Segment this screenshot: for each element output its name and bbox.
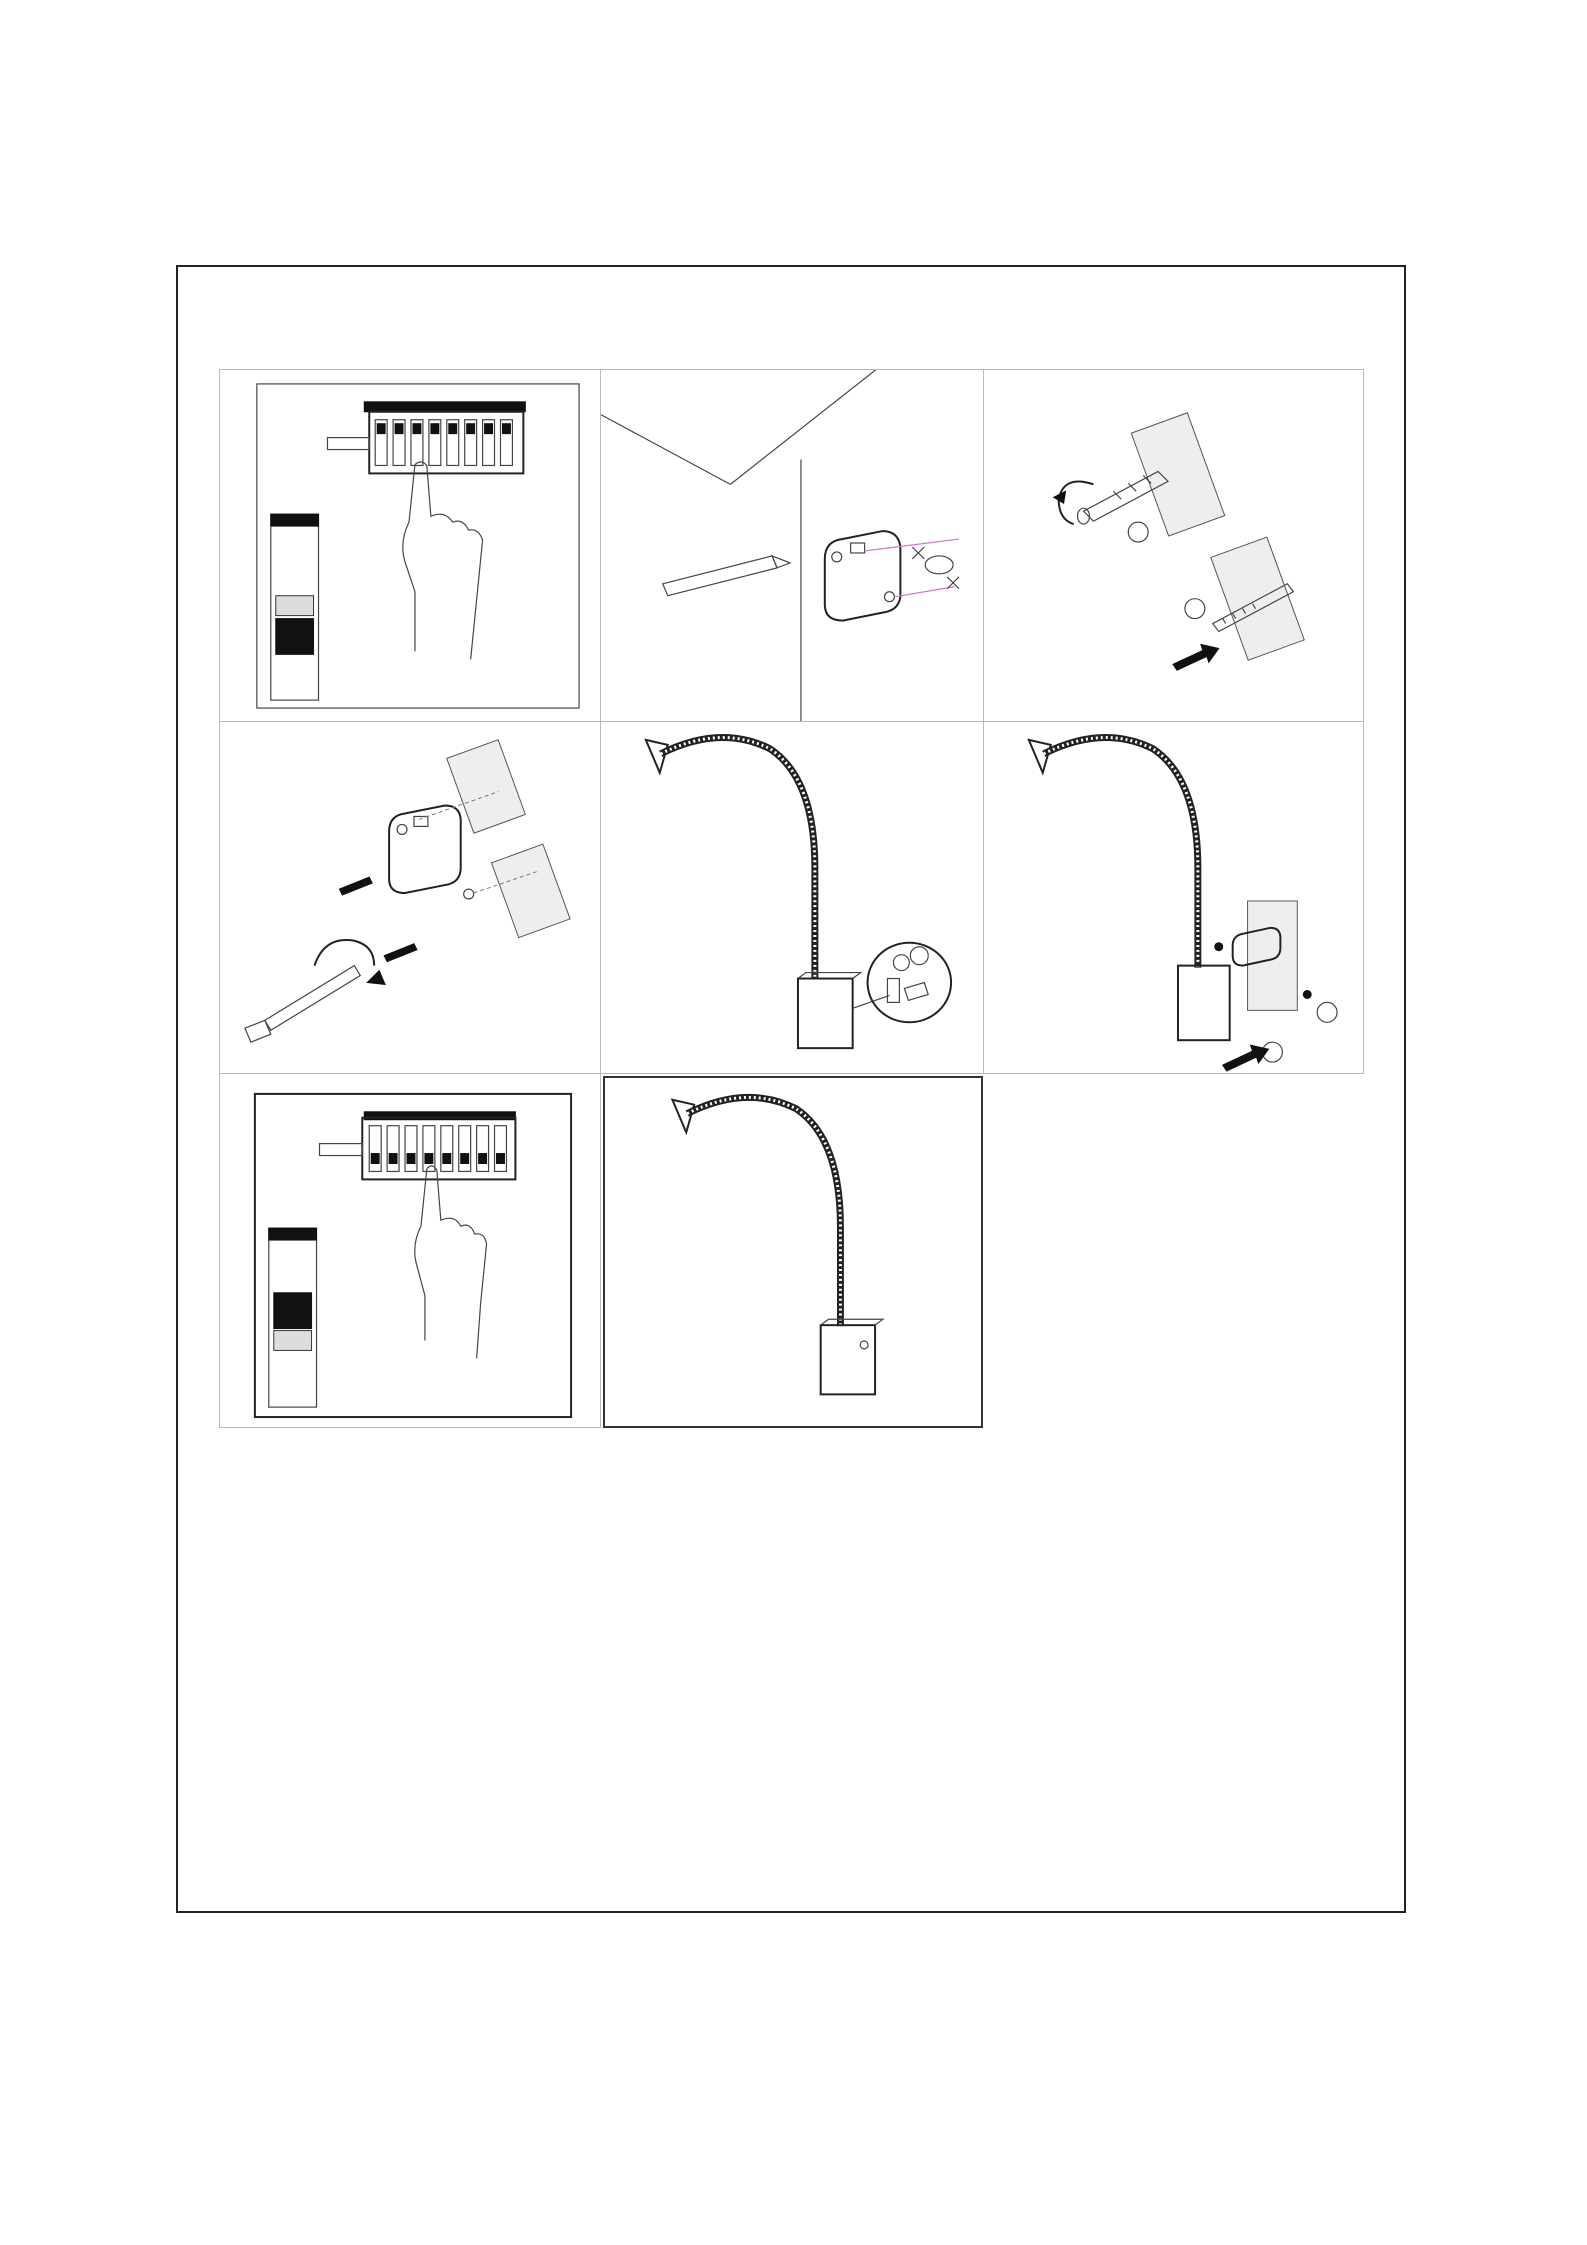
attach-lamp-to-bracket-icon (984, 722, 1363, 1073)
connect-wires-icon (601, 722, 983, 1073)
screw-mounting-bracket-icon (220, 722, 600, 1073)
step-1-panel (219, 369, 601, 722)
fuse-box-switch-off-icon (220, 370, 600, 721)
breaker-switches (375, 420, 512, 466)
step-4-panel (219, 721, 601, 1074)
hand-icon (403, 462, 483, 659)
lamp-base-icon (1178, 966, 1230, 1041)
hand-icon (415, 1166, 487, 1358)
mark-drill-holes-icon (601, 370, 983, 721)
finished-lamp-icon (605, 1078, 981, 1426)
step-5-panel (600, 721, 984, 1074)
breaker-switches (369, 1126, 506, 1172)
wire-detail-circle (868, 943, 952, 1023)
pencil-icon (663, 556, 777, 596)
lamp-base-icon (798, 979, 853, 1049)
lamp-head-icon (672, 1100, 694, 1133)
step-6-panel (983, 721, 1364, 1074)
lamp-head-icon (1029, 740, 1051, 773)
lamp-base-icon (821, 1325, 875, 1394)
step-7-panel (219, 1073, 601, 1428)
fuse-box-switch-on-icon (220, 1074, 600, 1427)
mounting-bracket-icon (389, 806, 461, 894)
step-2-panel (600, 369, 984, 722)
lamp-head-icon (646, 740, 668, 773)
drill-and-insert-plugs-icon (984, 370, 1363, 721)
screw-icon (384, 944, 417, 962)
screw-icon (339, 877, 372, 895)
step-3-panel (983, 369, 1364, 722)
screwdriver-icon (265, 966, 360, 1031)
step-8-panel (603, 1076, 983, 1428)
mounting-bracket-icon (825, 531, 901, 620)
